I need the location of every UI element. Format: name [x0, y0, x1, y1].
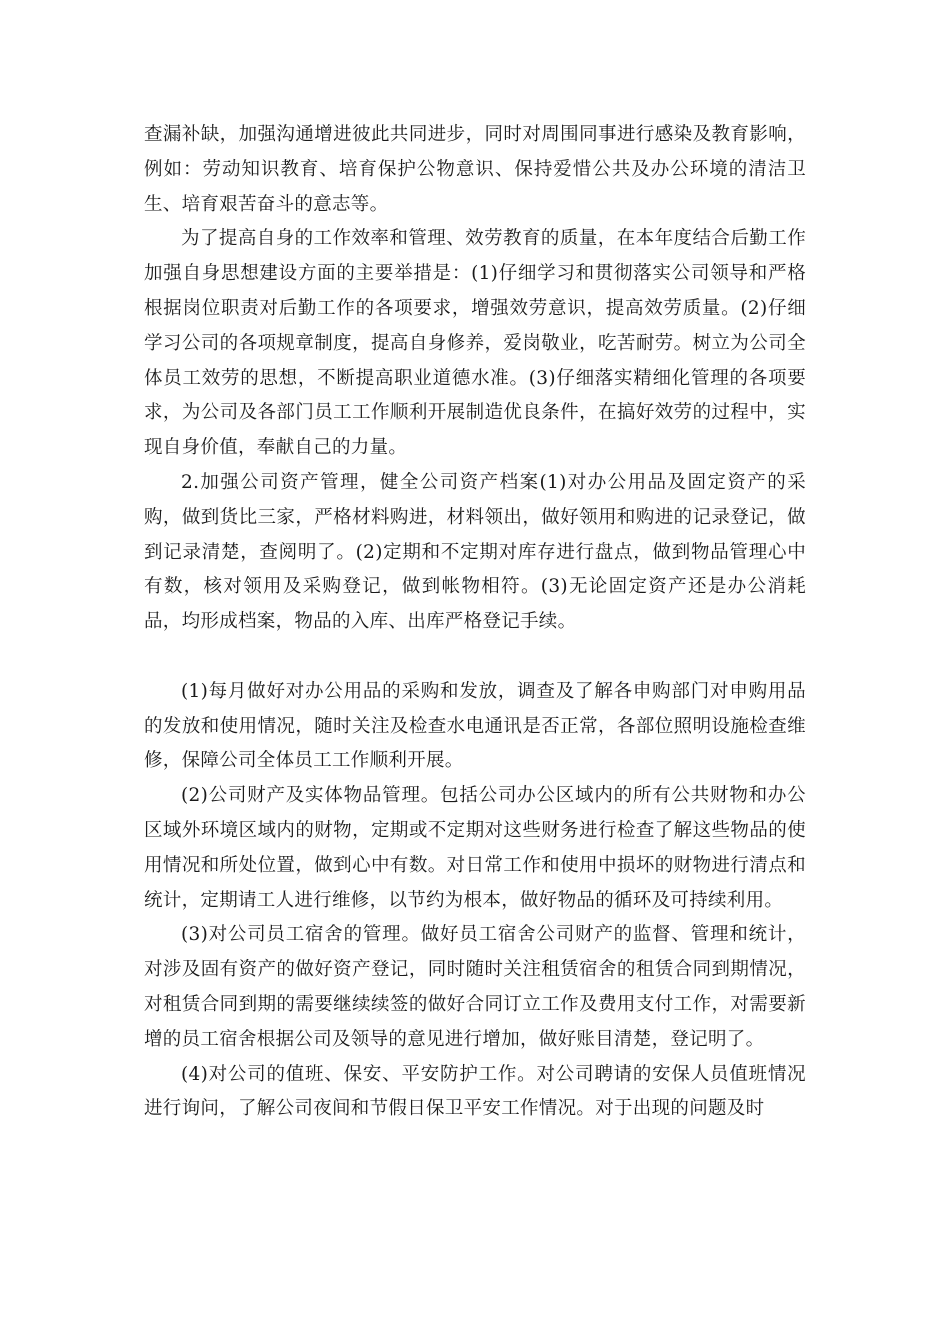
paragraph-7: (4)对公司的值班、保安、平安防护工作。对公司聘请的安保人员值班情况进行询问，了解公司夜间和节假日保卫平安工作情况。对于出现的问题及时	[144, 1063, 806, 1120]
paragraph-5: (2)公司财产及实体物品管理。包括公司办公区域内的所有公共财物和办公区域外环境区域内的财物，定期或不定期对这些财务进行检查了解这些物品的使用情况和所处位置，做到心中有数。对日常工作和使用中损坏的财物进行清点和统计，定期请工人进行维修，以节约为根本，做好物品的循环及可持续利用。	[144, 785, 806, 911]
paragraph-3: 2.加强公司资产管理，健全公司资产档案(1)对办公用品及固定资产的采购，做到货比三家，严格材料购进，材料领出，做好领用和购进的记录登记，做到记录清楚，查阅明了。(2)定期和不定期对库存进行盘点，做到物品管理心中有数，核对领用及采购登记，做到帐物相符。(3)无论固定资产还是办公消耗品，均形成档案，物品的入库、出库严格登记手续。	[144, 471, 806, 633]
paragraph-6: (3)对公司员工宿舍的管理。做好员工宿舍公司财产的监督、管理和统计，对涉及固有资产的做好资产登记，同时随时关注租赁宿舍的租赁合同到期情况，对租赁合同到期的需要继续续签的做好合同订立工作及费用支付工作，对需要新增的员工宿舍根据公司及领导的意见进行增加，做好账目清楚，登记明了。	[144, 924, 806, 1050]
paragraph-4: (1)每月做好对办公用品的采购和发放，调查及了解各申购部门对申购用品的发放和使用情况，随时关注及检查水电通讯是否正常，各部位照明设施检查维修，保障公司全体员工工作顺利开展。	[144, 680, 806, 772]
paragraph-1: 查漏补缺，加强沟通增进彼此共同进步，同时对周围同事进行感染及教育影响，例如：劳动知识教育、培育保护公物意识、保持爱惜公共及办公环境的清洁卫生、培育艰苦奋斗的意志等。	[144, 124, 806, 215]
paragraph-2: 为了提高自身的工作效率和管理、效劳教育的质量，在本年度结合后勤工作加强自身思想建设方面的主要举措是：(1)仔细学习和贯彻落实公司领导和严格根据岗位职责对后勤工作的各项要求，增强效劳意识，提高效劳质量。(2)仔细学习公司的各项规章制度，提高自身修养，爱岗敬业，吃苦耐劳。树立为公司全体员工效劳的思想，不断提高职业道德水准。(3)仔细落实精细化管理的各项要求，为公司及各部门员工工作顺利开展制造优良条件，在搞好效劳的过程中，实现自身价值，奉献自己的力量。	[144, 228, 806, 459]
document-page	[144, 118, 806, 1127]
paragraph-spacer	[144, 640, 806, 675]
